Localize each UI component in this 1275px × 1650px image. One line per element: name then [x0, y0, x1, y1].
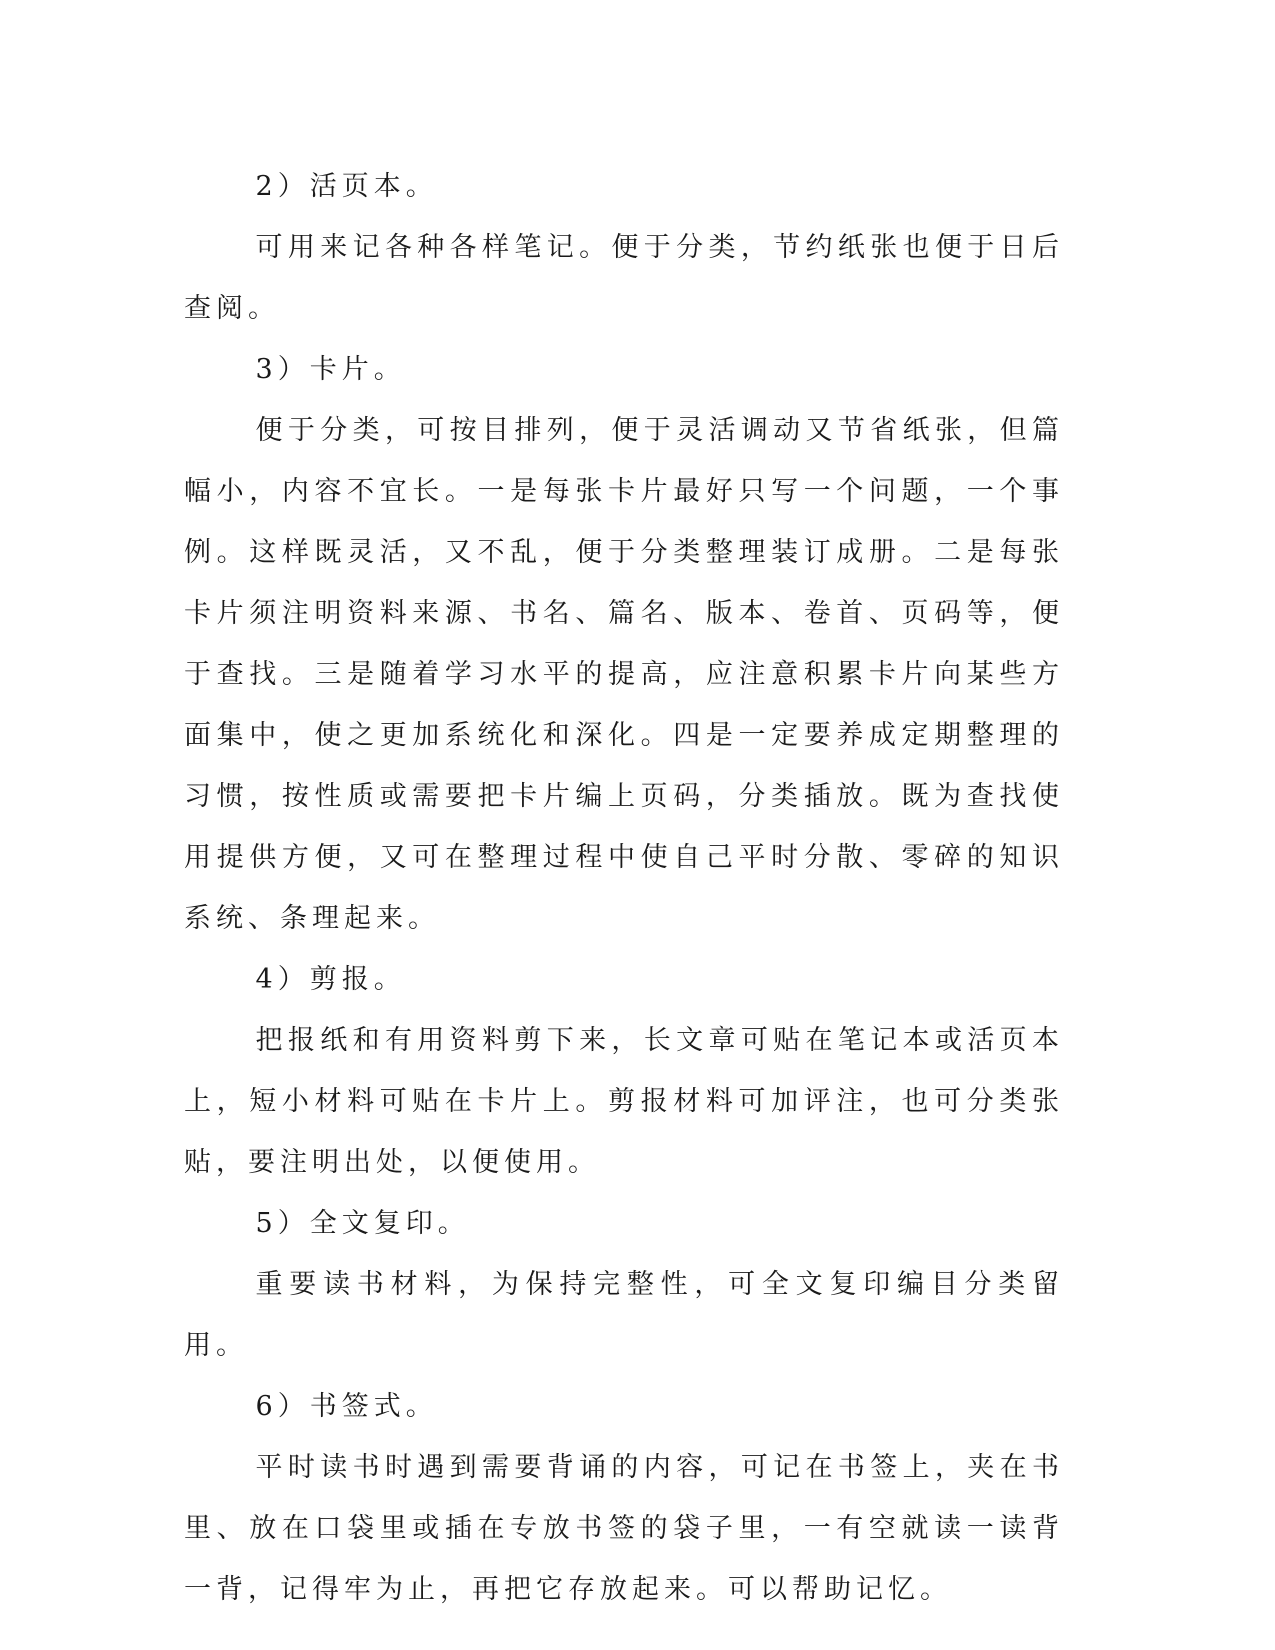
paragraph-clippings: 把报纸和有用资料剪下来，长文章可贴在笔记本或活页本上，短小材料可贴在卡片上。剪报材料可加评注，也可分类张贴，要注明出处，以便使用。	[184, 1025, 1064, 1178]
section-heading-cards: 3）卡片。	[255, 354, 406, 385]
paragraph-loose-leaf: 可用来记各种各样笔记。便于分类，节约纸张也便于日后查阅。	[184, 232, 1064, 324]
section-heading-loose-leaf: 2）活页本。	[255, 171, 438, 202]
paragraph-photocopy: 重要读书材料，为保持完整性，可全文复印编目分类留用。	[184, 1269, 1064, 1361]
document-body	[184, 156, 1064, 1620]
section-heading-clippings: 4）剪报。	[255, 964, 406, 995]
section-heading-photocopy: 5）全文复印。	[255, 1208, 470, 1239]
section-heading-bookmark: 6）书签式。	[255, 1391, 438, 1422]
paragraph-bookmark: 平时读书时遇到需要背诵的内容，可记在书签上，夹在书里、放在口袋里或插在专放书签的袋子里，一有空就读一读背一背，记得牢为止，再把它存放起来。可以帮助记忆。	[184, 1452, 1064, 1605]
paragraph-cards: 便于分类，可按目排列，便于灵活调动又节省纸张，但篇幅小，内容不宜长。一是每张卡片最好只写一个问题，一个事例。这样既灵活，又不乱，便于分类整理装订成册。二是每张卡片须注明资料来源、书名、篇名、版本、卷首、页码等，便于查找。三是随着学习水平的提高，应注意积累卡片向某些方面集中，使之更加系统化和深化。四是一定要养成定期整理的习惯，按性质或需要把卡片编上页码，分类插放。既为查找使用提供方便，又可在整理过程中使自己平时分散、零碎的知识系统、条理起来。	[184, 415, 1064, 934]
